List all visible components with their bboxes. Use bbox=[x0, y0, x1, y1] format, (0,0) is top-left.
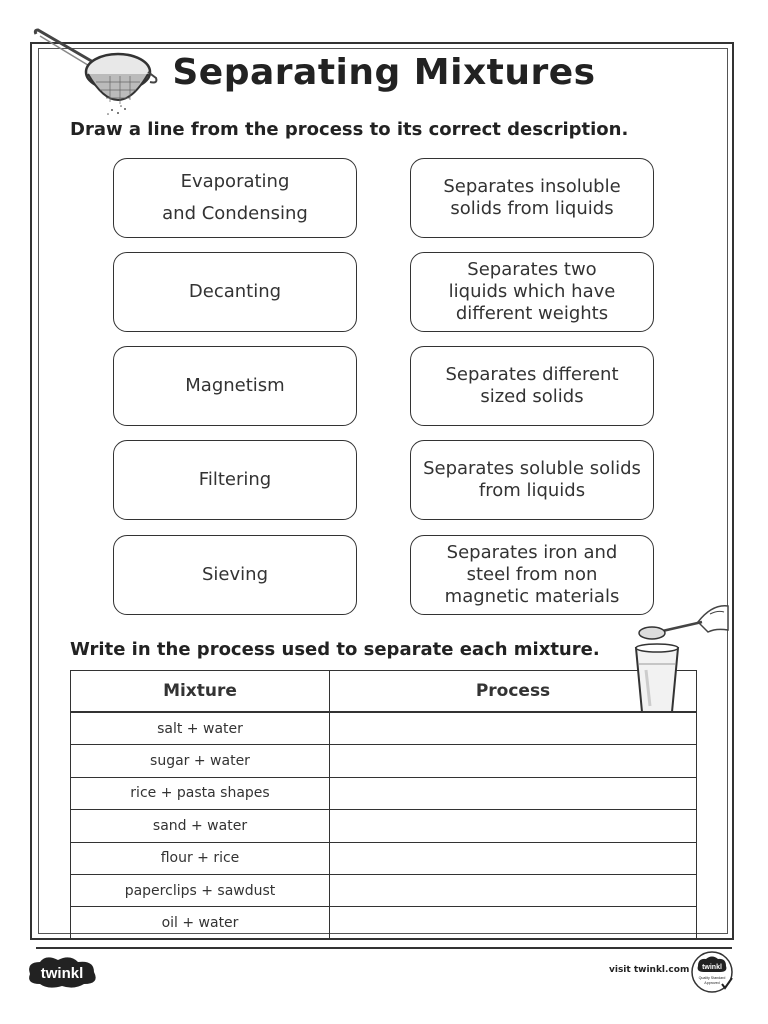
twinkl-logo bbox=[24, 954, 100, 990]
mixture-table bbox=[70, 670, 697, 940]
process-answer-cell[interactable] bbox=[330, 745, 697, 777]
table-row bbox=[71, 842, 697, 874]
description-box-5: Separates iron and steel from non magnetic materials bbox=[410, 535, 654, 615]
process-answer-cell[interactable] bbox=[330, 842, 697, 874]
glass-spoon-icon bbox=[628, 600, 732, 720]
mixture-cell: salt + water bbox=[71, 712, 330, 745]
svg-text:Quality Standard: Quality Standard bbox=[698, 976, 726, 980]
process-box-1: Evaporating and Condensing bbox=[113, 158, 357, 238]
description-box-2: Separates two liquids which have different weights bbox=[410, 252, 654, 332]
mixture-cell: sand + water bbox=[71, 810, 330, 842]
quality-badge bbox=[690, 950, 734, 994]
table-header-row bbox=[71, 671, 697, 713]
description-box-4: Separates soluble solids from liquids bbox=[410, 440, 654, 520]
table-row bbox=[71, 745, 697, 777]
process-box-3: Magnetism bbox=[113, 346, 357, 426]
table-row bbox=[71, 777, 697, 809]
page-title: Separating Mixtures bbox=[172, 52, 596, 93]
table-row bbox=[71, 907, 697, 939]
svg-text:twinkl: twinkl bbox=[702, 964, 722, 971]
process-answer-cell[interactable] bbox=[330, 907, 697, 939]
table-row bbox=[71, 810, 697, 842]
mixture-cell: sugar + water bbox=[71, 745, 330, 777]
visit-website-link[interactable]: visit twinkl.com bbox=[609, 965, 690, 975]
match-instruction: Draw a line from the process to its correct description. bbox=[70, 119, 629, 140]
process-answer-cell[interactable] bbox=[330, 874, 697, 906]
footer-divider bbox=[36, 947, 732, 949]
process-box-4: Filtering bbox=[113, 440, 357, 520]
table-row bbox=[71, 712, 697, 745]
description-box-1: Separates insoluble solids from liquids bbox=[410, 158, 654, 238]
svg-text:Approved: Approved bbox=[704, 981, 720, 985]
header-mixture: Mixture bbox=[71, 671, 330, 713]
mixture-cell: flour + rice bbox=[71, 842, 330, 874]
table-row bbox=[71, 874, 697, 906]
process-answer-cell[interactable] bbox=[330, 810, 697, 842]
process-box-2: Decanting bbox=[113, 252, 357, 332]
mixture-cell: rice + pasta shapes bbox=[71, 777, 330, 809]
process-box-5: Sieving bbox=[113, 535, 357, 615]
table-instruction: Write in the process used to separate each mixture. bbox=[70, 639, 600, 660]
mixture-cell: oil + water bbox=[71, 907, 330, 939]
process-answer-cell[interactable] bbox=[330, 777, 697, 809]
svg-text:twinkl: twinkl bbox=[40, 965, 84, 982]
description-box-3: Separates different sized solids bbox=[410, 346, 654, 426]
mixture-cell: paperclips + sawdust bbox=[71, 874, 330, 906]
header-process: Process bbox=[330, 671, 697, 713]
